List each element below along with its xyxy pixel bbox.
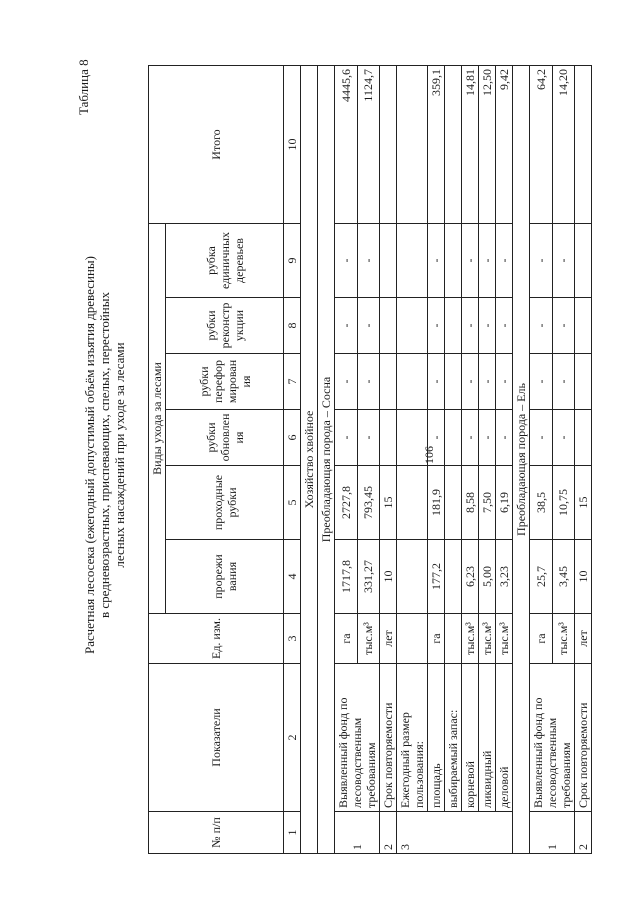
section-economy: Хозяйство хвойное — [301, 66, 318, 854]
cell-single: - — [357, 224, 380, 298]
cell-passage: 15 — [575, 466, 592, 540]
cell-total: 4445,6 — [335, 66, 358, 224]
table-title — [82, 175, 127, 735]
cell-renewal: - — [552, 410, 575, 466]
cell-empty — [380, 410, 397, 466]
row-label: корневой — [462, 664, 479, 812]
section-row — [301, 66, 318, 854]
cell-empty — [445, 298, 462, 354]
cell-renewal: - — [357, 410, 380, 466]
header-row — [149, 66, 166, 854]
allowable-cut-table — [148, 65, 592, 854]
col-header-reconstruction: рубки реконстр укции — [166, 298, 284, 354]
row-unit: лет — [380, 614, 397, 664]
cell-renewal: - — [530, 410, 553, 466]
table-row — [462, 66, 479, 854]
cell-empty — [397, 540, 428, 614]
row-num: 2 — [380, 812, 397, 854]
cell-total: 14,81 — [462, 66, 479, 224]
cell-total: 14,20 — [552, 66, 575, 224]
cell-empty — [445, 410, 462, 466]
col-header-thinning: прорежи вания — [166, 540, 284, 614]
cell-empty — [445, 540, 462, 614]
section-row — [513, 66, 530, 854]
cell-passage: 6,19 — [496, 466, 513, 540]
cell-empty — [445, 466, 462, 540]
cell-reconstruction: - — [357, 298, 380, 354]
table-row — [428, 66, 445, 854]
section-spruce: Преобладающая порода – Ель — [513, 66, 530, 854]
col-header-passage: проходные рубки — [166, 466, 284, 540]
col-header-single: рубка единичных деревьев — [166, 224, 284, 298]
cell-reconstruction: - — [462, 298, 479, 354]
row-label: Срок повторяемости — [575, 664, 592, 812]
row-label: ликвидный — [479, 664, 496, 812]
cell-empty — [445, 66, 462, 224]
cell-reform: - — [428, 354, 445, 410]
cell-passage: 10,75 — [552, 466, 575, 540]
cell-empty — [575, 298, 592, 354]
cell-empty — [575, 354, 592, 410]
cell-reconstruction: - — [479, 298, 496, 354]
title-line: в средневозрастных, приспевающих, спелых, перестойных — [97, 292, 112, 618]
cell-single: - — [428, 224, 445, 298]
index-row — [284, 66, 301, 854]
cell-empty — [445, 614, 462, 664]
row-unit: тыс.м³ — [479, 614, 496, 664]
row-num: 1 — [335, 812, 380, 854]
cell-empty — [380, 298, 397, 354]
cell-empty — [445, 354, 462, 410]
cell-reconstruction: - — [530, 298, 553, 354]
row-unit: тыс.м³ — [552, 614, 575, 664]
col-header-num: № п/п — [149, 812, 284, 854]
cell-empty — [397, 410, 428, 466]
cell-renewal: - — [462, 410, 479, 466]
cell-total: 12,50 — [479, 66, 496, 224]
table-row — [397, 66, 428, 854]
cell-thinning: 3,45 — [552, 540, 575, 614]
cell-empty — [575, 224, 592, 298]
cell-passage: 15 — [380, 466, 397, 540]
cell-empty — [445, 224, 462, 298]
cell-thinning: 331,27 — [357, 540, 380, 614]
index-cell: 4 — [284, 540, 301, 614]
table-row — [530, 66, 553, 854]
row-unit: га — [530, 614, 553, 664]
cell-reconstruction: - — [428, 298, 445, 354]
cell-renewal: - — [428, 410, 445, 466]
table-row — [335, 66, 358, 854]
row-num: 3 — [397, 812, 513, 854]
cell-single: - — [530, 224, 553, 298]
cell-empty — [397, 298, 428, 354]
row-unit: тыс.м³ — [357, 614, 380, 664]
title-line: лесных насаждений при уходе за лесами — [112, 342, 127, 568]
col-header-total: Итого — [149, 66, 284, 224]
table-label: Таблица 8 — [76, 59, 91, 115]
cell-thinning: 1717,8 — [335, 540, 358, 614]
index-cell: 7 — [284, 354, 301, 410]
cell-empty — [397, 614, 428, 664]
section-pine: Преобладающая порода – Сосна — [318, 66, 335, 854]
cell-single: - — [335, 224, 358, 298]
index-cell: 2 — [284, 664, 301, 812]
page-number: 106 — [422, 446, 436, 464]
cell-thinning: 6,23 — [462, 540, 479, 614]
cell-reform: - — [462, 354, 479, 410]
row-unit: га — [335, 614, 358, 664]
cell-empty — [380, 66, 397, 224]
row-label: Ежегодный размер пользования: — [397, 664, 428, 812]
col-header-reform: рубки перефор мирован ия — [166, 354, 284, 410]
index-cell: 10 — [284, 66, 301, 224]
row-num: 2 — [575, 812, 592, 854]
cell-reform: - — [335, 354, 358, 410]
table-row — [496, 66, 513, 854]
index-cell: 9 — [284, 224, 301, 298]
col-header-indicator: Показатели — [149, 664, 284, 812]
table-row — [380, 66, 397, 854]
cell-single: - — [479, 224, 496, 298]
cell-renewal: - — [496, 410, 513, 466]
cell-passage: 7,50 — [479, 466, 496, 540]
cell-reform: - — [479, 354, 496, 410]
cell-thinning: 10 — [380, 540, 397, 614]
cell-empty — [380, 224, 397, 298]
cell-renewal: - — [479, 410, 496, 466]
table-row — [445, 66, 462, 854]
table-row — [575, 66, 592, 854]
row-label: площадь — [428, 664, 445, 812]
cell-passage: 793,45 — [357, 466, 380, 540]
row-num: 1 — [530, 812, 575, 854]
cell-thinning: 3,23 — [496, 540, 513, 614]
index-cell: 3 — [284, 614, 301, 664]
section-row — [318, 66, 335, 854]
cell-thinning: 177,2 — [428, 540, 445, 614]
cell-total: 359,1 — [428, 66, 445, 224]
row-unit: тыс.м³ — [462, 614, 479, 664]
cell-single: - — [552, 224, 575, 298]
cell-total: 9,42 — [496, 66, 513, 224]
cell-empty — [397, 66, 428, 224]
row-label: Срок повторяемости — [380, 664, 397, 812]
row-label: выбираемый запас: — [445, 664, 462, 812]
index-cell: 8 — [284, 298, 301, 354]
col-header-renewal: рубки обновлен ия — [166, 410, 284, 466]
cell-total: 64,2 — [530, 66, 553, 224]
row-unit: тыс.м³ — [496, 614, 513, 664]
cell-passage: 2727,8 — [335, 466, 358, 540]
cell-reform: - — [357, 354, 380, 410]
cell-total: 1124,7 — [357, 66, 380, 224]
cell-reconstruction: - — [496, 298, 513, 354]
row-label: Выявленный фонд по лесоводственным требованиям — [530, 664, 575, 812]
cell-single: - — [462, 224, 479, 298]
cell-empty — [397, 224, 428, 298]
index-cell: 5 — [284, 466, 301, 540]
row-unit: га — [428, 614, 445, 664]
col-header-unit: Ед. изм. — [149, 614, 284, 664]
cell-reform: - — [530, 354, 553, 410]
cell-thinning: 25,7 — [530, 540, 553, 614]
cell-empty — [575, 410, 592, 466]
index-cell: 1 — [284, 812, 301, 854]
cell-reform: - — [552, 354, 575, 410]
row-label: Выявленный фонд по лесоводственным требованиям — [335, 664, 380, 812]
cell-passage: 38,5 — [530, 466, 553, 540]
cell-single: - — [496, 224, 513, 298]
cell-reconstruction: - — [552, 298, 575, 354]
table-row — [479, 66, 496, 854]
cell-renewal: - — [335, 410, 358, 466]
cell-passage: 8,58 — [462, 466, 479, 540]
cell-empty — [575, 66, 592, 224]
title-line: Расчетная лесосека (ежегодный допустимый объём изъятия древесины) — [82, 256, 97, 654]
cell-passage: 181,9 — [428, 466, 445, 540]
row-unit: лет — [575, 614, 592, 664]
cell-reform: - — [496, 354, 513, 410]
cell-reconstruction: - — [335, 298, 358, 354]
index-cell: 6 — [284, 410, 301, 466]
cell-thinning: 10 — [575, 540, 592, 614]
row-label: деловой — [496, 664, 513, 812]
cell-empty — [380, 354, 397, 410]
cell-empty — [397, 466, 428, 540]
col-header-group: Виды ухода за лесами — [149, 224, 166, 614]
cell-empty — [397, 354, 428, 410]
cell-thinning: 5,00 — [479, 540, 496, 614]
